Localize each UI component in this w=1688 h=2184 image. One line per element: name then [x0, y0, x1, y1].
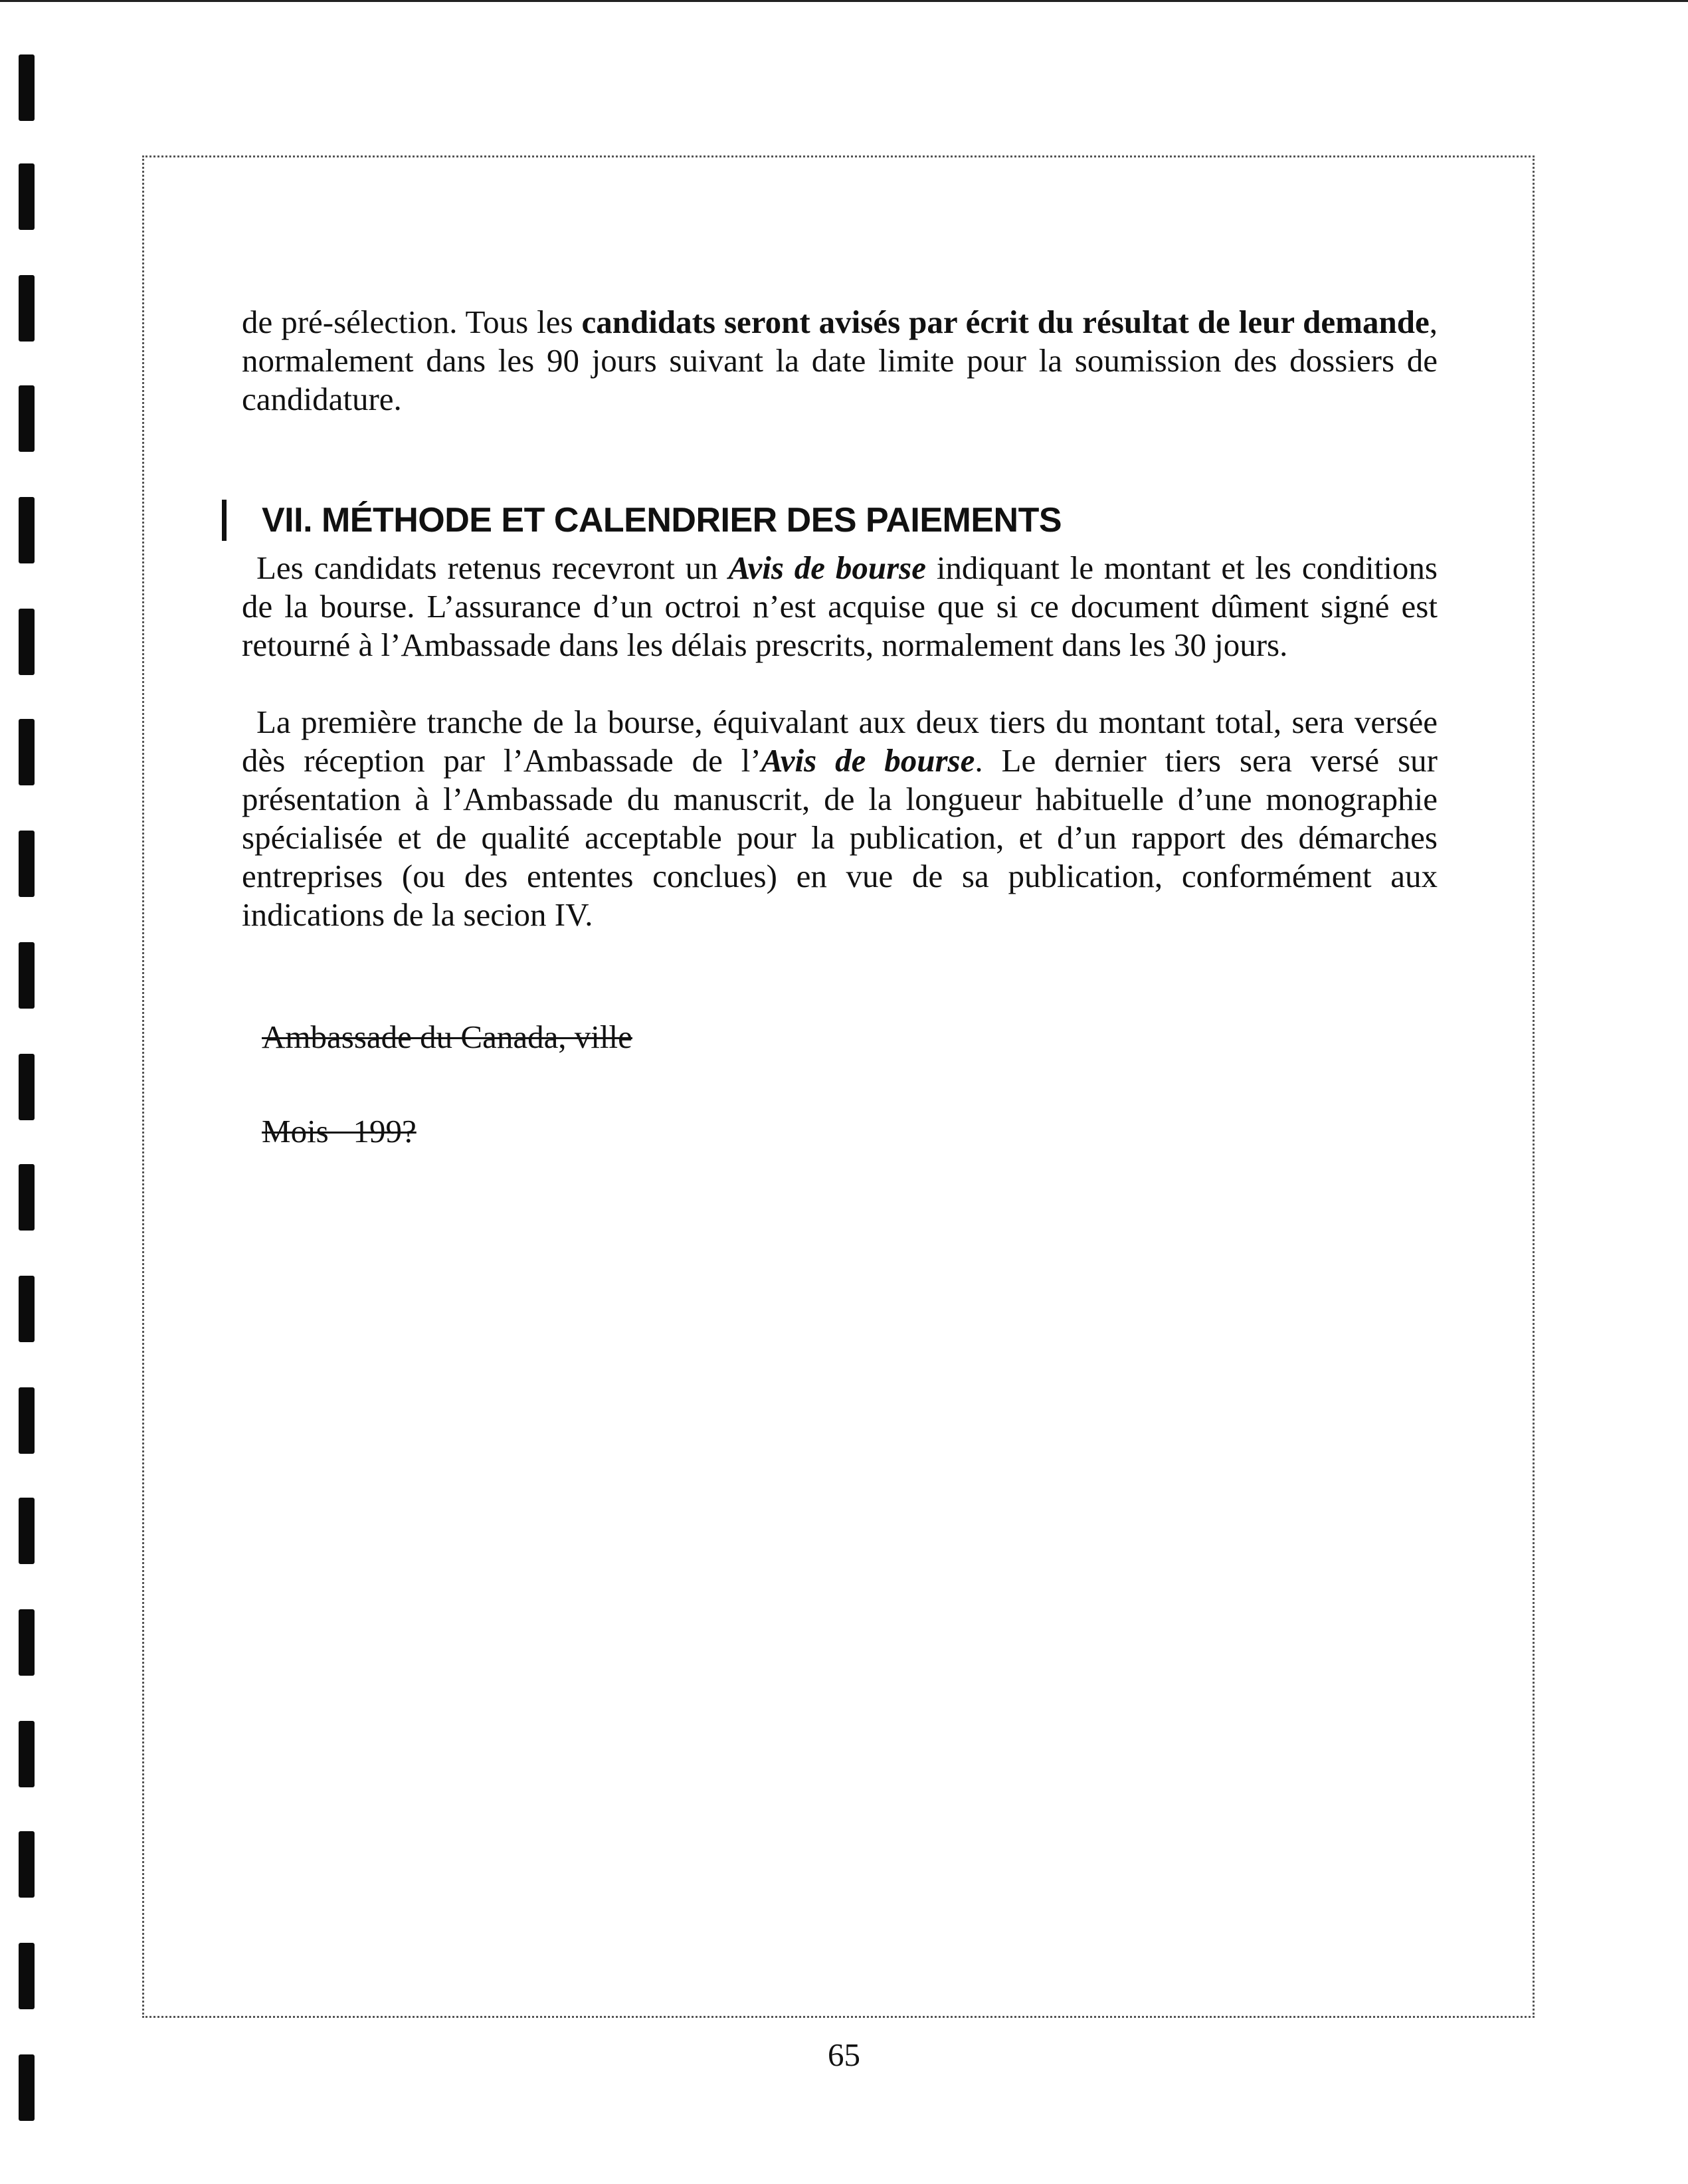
binding-hole	[19, 163, 35, 230]
binding-hole	[19, 275, 35, 342]
signature-block	[242, 1018, 1438, 1151]
top-rule	[0, 0, 1688, 2]
paragraph-text: , normalement dans les 90 jours suivant la date limite pour la soumission des dossiers de candidature.	[242, 304, 1438, 417]
paragraph-award-notice	[242, 549, 1438, 664]
binding-hole	[19, 1164, 35, 1231]
page-content	[242, 303, 1438, 1151]
paragraph-text: Les candidats retenus recevront un	[256, 549, 729, 586]
section-heading: VII. MÉTHODE ET CALENDRIER DES PAIEMENTS	[262, 501, 1062, 540]
binding-holes	[0, 0, 66, 2184]
binding-hole	[19, 609, 35, 675]
binding-hole	[19, 385, 35, 452]
paragraph-emphasis-text: Avis de bourse	[728, 549, 926, 586]
paragraph-text: indiquant le montant et les conditions de la bourse. L’assurance d’un octroi n’est acquise que si ce document dûment signé est retourné à l’Ambassade dans les délais prescrits, normalement dans les 30 jours.	[242, 549, 1438, 663]
binding-hole	[19, 942, 35, 1009]
binding-hole	[19, 497, 35, 563]
paragraph-emphasis-text: Avis de bourse	[761, 742, 975, 779]
paragraph-text: La première tranche de la bourse, équivalant aux deux tiers du montant total, sera versée dès réception par l’Ambassade de l’	[242, 704, 1438, 779]
paragraph-selection-notice	[242, 303, 1438, 419]
binding-hole	[19, 1276, 35, 1342]
binding-hole	[19, 1943, 35, 2009]
binding-hole	[19, 54, 35, 121]
paragraph-bold-text: candidats seront avisés par écrit du résultat de leur demande	[581, 304, 1430, 340]
struck-date-line: Mois 199?	[262, 1113, 417, 1149]
paragraph-text: de pré-sélection. Tous les	[242, 304, 582, 340]
binding-hole	[19, 1721, 35, 1787]
paragraph-payment-schedule	[242, 703, 1438, 934]
binding-hole	[19, 831, 35, 897]
page-number: 65	[828, 2036, 860, 2073]
binding-hole	[19, 1054, 35, 1120]
binding-hole	[19, 1387, 35, 1454]
binding-hole	[19, 1609, 35, 1676]
change-bar	[222, 500, 227, 541]
binding-hole	[19, 1831, 35, 1898]
paragraph-text: . Le dernier tiers sera versé sur présentation à l’Ambassade du manuscrit, de la longueur habituelle d’une monographie spécialisée et de qualité acceptable pour la publication, et d’un rapport des démarches entreprises (ou des ententes conclues) en vue de sa publication, conformément aux indications de la secion IV.	[242, 742, 1438, 933]
section-heading-block	[242, 498, 1438, 542]
binding-hole	[19, 719, 35, 785]
struck-embassy-line: Ambassade du Canada, ville	[262, 1019, 632, 1055]
binding-hole	[19, 1498, 35, 1564]
